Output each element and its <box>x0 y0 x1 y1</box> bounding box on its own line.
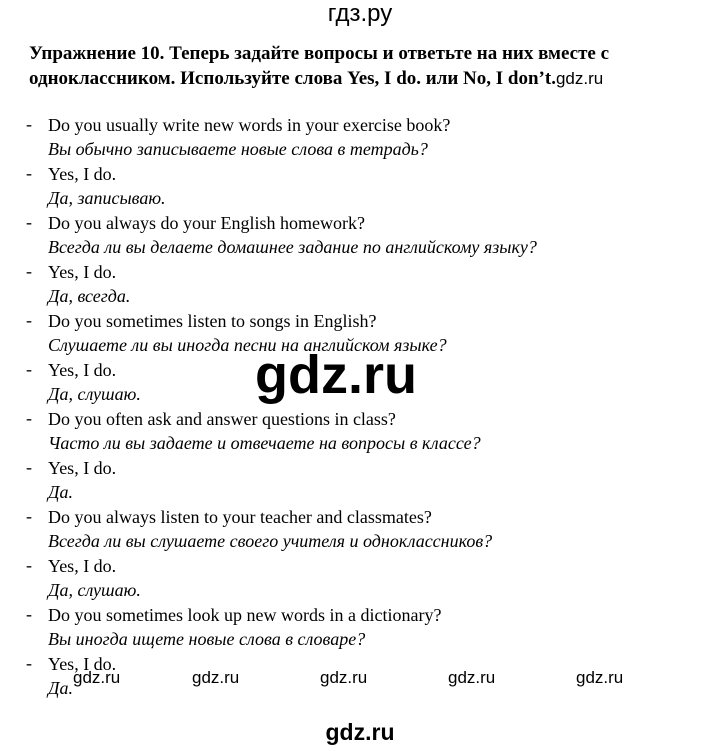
russian-translation: Всегда ли вы слушаете своего учителя и одноклассников? <box>48 531 493 551</box>
dialog-dash: - <box>26 261 32 281</box>
english-line: Yes, I do. <box>48 556 117 576</box>
row-watermark: gdz.ru <box>192 668 240 687</box>
russian-translation: Да. <box>48 678 73 698</box>
english-line: Yes, I do. <box>48 458 117 478</box>
dialog-dash: - <box>26 555 32 575</box>
dialog-list <box>0 112 720 700</box>
english-line: Yes, I do. <box>48 654 117 674</box>
dialog-dash: - <box>26 163 32 183</box>
dialog-item <box>0 455 720 504</box>
exercise-heading <box>29 41 689 91</box>
exercise-heading-text: Упражнение 10. Теперь задайте вопросы и ответьте на них вместе с одноклассником. Используйте слова Yes, I do. или No, I don’t. <box>29 43 610 89</box>
russian-translation: Да, слушаю. <box>48 384 141 404</box>
russian-translation: Часто ли вы задаете и отвечаете на вопросы в классе? <box>48 433 481 453</box>
english-line: Yes, I do. <box>48 262 117 282</box>
russian-translation: Вы обычно записываете новые слова в тетрадь? <box>48 139 428 159</box>
russian-translation: Да, слушаю. <box>48 580 141 600</box>
dialog-item <box>0 210 720 259</box>
dialog-dash: - <box>26 457 32 477</box>
english-line: Do you always do your English homework? <box>48 213 365 233</box>
dialog-item <box>0 553 720 602</box>
row-watermark: gdz.ru <box>448 668 496 687</box>
dialog-item <box>0 161 720 210</box>
russian-translation: Да. <box>48 482 73 502</box>
russian-translation: Всегда ли вы делаете домашнее задание по английскому языку? <box>48 237 537 257</box>
english-line: Yes, I do. <box>48 164 117 184</box>
row-watermark: gdz.ru <box>320 668 368 687</box>
english-line: Yes, I do. <box>48 360 117 380</box>
row-watermark: gdz.ru <box>576 668 624 687</box>
center-watermark: gdz.ru <box>255 345 417 405</box>
russian-translation: Вы иногда ищете новые слова в словаре? <box>48 629 366 649</box>
english-line: Do you sometimes look up new words in a dictionary? <box>48 605 442 625</box>
english-line: Do you always listen to your teacher and classmates? <box>48 507 432 527</box>
dialog-dash: - <box>26 114 32 134</box>
dialog-item <box>0 259 720 308</box>
site-header-title: гдз.ру <box>327 0 393 27</box>
russian-translation: Слушаете ли вы иногда песни на английском языке? <box>48 335 447 355</box>
dialog-dash: - <box>26 310 32 330</box>
dialog-dash: - <box>26 604 32 624</box>
row-watermark: gdz.ru <box>73 668 121 687</box>
dialog-dash: - <box>26 653 32 673</box>
dialog-dash: - <box>26 506 32 526</box>
dialog-item <box>0 602 720 651</box>
heading-watermark: gdz.ru <box>555 69 604 88</box>
dialog-dash: - <box>26 408 32 428</box>
dialog-dash: - <box>26 359 32 379</box>
english-line: Do you often ask and answer questions in class? <box>48 409 396 429</box>
english-line: Do you sometimes listen to songs in English? <box>48 311 377 331</box>
russian-translation: Да, всегда. <box>48 286 131 306</box>
dialog-dash: - <box>26 212 32 232</box>
dialog-item <box>0 504 720 553</box>
dialog-item <box>0 406 720 455</box>
site-footer-link[interactable]: gdz.ru <box>325 719 395 745</box>
russian-translation: Да, записываю. <box>48 188 166 208</box>
dialog-item <box>0 112 720 161</box>
english-line: Do you usually write new words in your exercise book? <box>48 115 451 135</box>
